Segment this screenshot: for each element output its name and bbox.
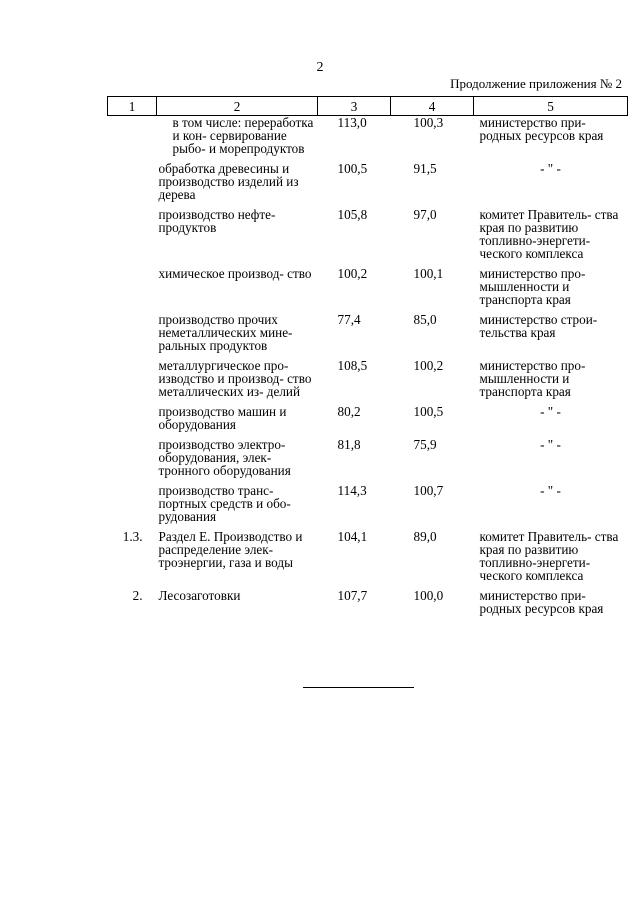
row-number: 1.3. (122, 529, 143, 544)
row-number (108, 484, 157, 523)
row-value-col3: 100,5 (337, 161, 368, 176)
row-responsible: комитет Правитель- ства края по развитию топливно-энергети- ческого комплекса (479, 207, 619, 261)
row-number (108, 438, 157, 477)
row-name: в том числе: переработка и кон- сервирование рыбо- и морепродуктов (172, 115, 314, 156)
row-value-col4: 75,9 (413, 437, 437, 452)
indicators-table (107, 96, 628, 615)
row-value-col4: 91,5 (413, 161, 437, 176)
row-name: производство нефте- продуктов (158, 207, 276, 235)
row-value-col4: 100,5 (413, 404, 444, 419)
closing-rule (303, 687, 414, 688)
row-responsible: министерство при- родных ресурсов края (479, 115, 604, 143)
row-value-col3: 81,8 (337, 437, 361, 452)
row-value-col3: 114,3 (337, 483, 367, 498)
table-row (108, 438, 628, 477)
row-responsible: министерство про- мышленности и транспорта края (479, 358, 586, 399)
row-value-col4: 100,1 (413, 266, 444, 281)
header-col-1: 1 (108, 97, 157, 116)
row-value-col4: 100,7 (413, 483, 444, 498)
table-row (108, 359, 628, 398)
row-number (108, 359, 157, 398)
header-col-5: 5 (474, 97, 628, 116)
row-number (108, 208, 157, 260)
row-responsible: комитет Правитель- ства края по развитию топливно-энергети- ческого комплекса (479, 529, 619, 583)
row-responsible: - " - (540, 404, 561, 419)
row-number: 2. (132, 588, 143, 603)
row-name: химическое производ- ство (158, 266, 312, 281)
row-value-col3: 100,2 (337, 266, 368, 281)
page-number: 2 (316, 60, 324, 75)
row-number (108, 405, 157, 431)
table-header-row (108, 97, 628, 116)
row-value-col4: 100,0 (413, 588, 444, 603)
row-value-col3: 104,1 (337, 529, 368, 544)
row-responsible: - " - (540, 483, 561, 498)
row-number (108, 267, 157, 306)
table-row (108, 484, 628, 523)
table-row (108, 267, 628, 306)
header-col-3: 3 (318, 97, 391, 116)
header-col-2: 2 (157, 97, 318, 116)
row-name: производство электро- оборудования, элек- тронного оборудования (158, 437, 291, 478)
row-responsible: - " - (540, 161, 561, 176)
row-name: металлургическое про- изводство и производ- ство металлических из- делий (158, 358, 312, 399)
row-value-col4: 97,0 (413, 207, 437, 222)
row-responsible: министерство строи- тельства края (479, 312, 598, 340)
appendix-continuation-label: Продолжение приложения № 2 (450, 76, 622, 91)
row-name: Раздел Е. Производство и распределение элек- троэнергии, газа и воды (158, 529, 303, 570)
row-value-col3: 113,0 (337, 115, 367, 130)
row-name: производство транс- портных средств и обо- рудования (158, 483, 291, 524)
row-value-col3: 108,5 (337, 358, 368, 373)
table-row (108, 208, 628, 260)
row-number (108, 313, 157, 352)
row-number (108, 116, 157, 156)
table-row (108, 530, 628, 582)
row-value-col4: 100,2 (413, 358, 444, 373)
row-value-col3: 77,4 (337, 312, 361, 327)
row-responsible: - " - (540, 437, 561, 452)
table-row (108, 162, 628, 201)
table-row (108, 589, 628, 615)
table-row (108, 116, 628, 156)
row-name: Лесозаготовки (158, 588, 241, 603)
row-number (108, 162, 157, 201)
row-value-col3: 80,2 (337, 404, 361, 419)
row-responsible: министерство про- мышленности и транспорта края (479, 266, 586, 307)
table-row (108, 405, 628, 431)
row-value-col3: 107,7 (337, 588, 368, 603)
row-value-col3: 105,8 (337, 207, 368, 222)
header-col-4: 4 (391, 97, 474, 116)
row-responsible: министерство при- родных ресурсов края (479, 588, 604, 616)
row-value-col4: 100,3 (413, 115, 444, 130)
table-row (108, 313, 628, 352)
row-name: производство машин и оборудования (158, 404, 287, 432)
row-name: производство прочих неметаллических мине- ральных продуктов (158, 312, 293, 353)
row-name: обработка древесины и производство изделий из дерева (158, 161, 299, 202)
row-value-col4: 89,0 (413, 529, 437, 544)
row-value-col4: 85,0 (413, 312, 437, 327)
